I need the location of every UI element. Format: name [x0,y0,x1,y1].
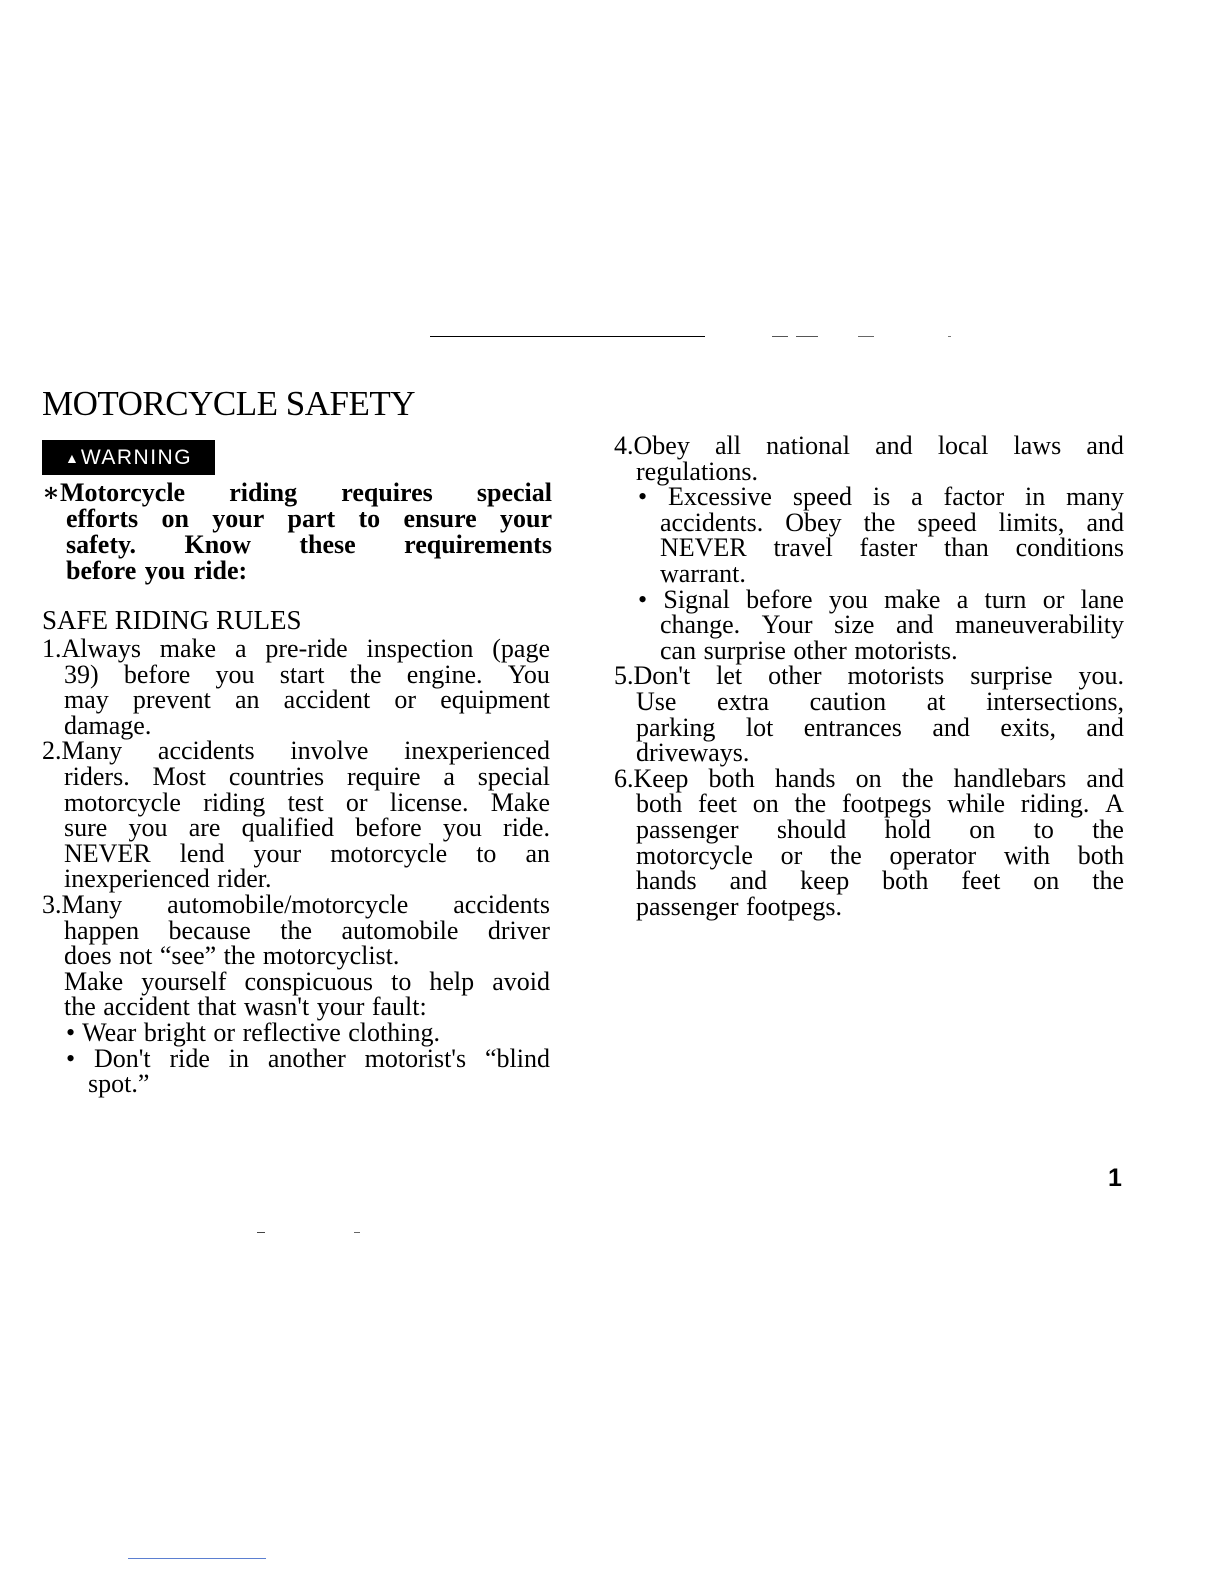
text-line: happen because the automobile driver [64,915,550,945]
header-dash [858,336,874,337]
text-line: accidents. Obey the speed limits, and [660,507,1124,537]
warning-line: ∗Motorcycle riding requires special [42,478,552,507]
text-line: can surprise other motorists. [660,635,958,665]
warning-triangle-icon: ▲ [64,449,79,466]
bullet-item: • Don't ride in another motorist's “blind [66,1043,550,1073]
warning-text [42,480,552,584]
warning-line: efforts on your part to ensure your [66,504,552,533]
warning-label: WARNING [80,445,193,469]
section-heading: SAFE RIDING RULES [42,605,302,635]
text-line: may prevent an accident or equipment [64,685,550,715]
header-rule [430,336,705,337]
text-line: 4.Obey all national and local laws and [614,431,1124,460]
page-number: 1 [1108,1164,1122,1192]
text-line: passenger should hold on to the [636,814,1124,844]
text-line: passenger footpegs. [636,891,843,921]
text-line: both feet on the footpegs while riding. A [636,789,1124,819]
text-line: inexperienced rider. [64,864,272,894]
text-line: does not “see” the motorcyclist. [64,941,400,971]
text-line: spot.” [88,1069,150,1099]
text-line: 39) before you start the engine. You [64,659,550,689]
header-dash [796,336,818,337]
bottom-rule [128,1558,266,1559]
text-line: Make yourself conspicuous to help avoid [64,966,550,996]
text-line: hands and keep both feet on the [636,866,1124,896]
text-line: warrant. [660,558,746,588]
warning-badge [42,440,215,475]
text-line: damage. [64,710,152,740]
text-line: NEVER lend your motorcycle to an [64,838,550,868]
text-line: 6.Keep both hands on the handlebars and [614,763,1124,793]
footer-dash [354,1232,360,1233]
text-line: motorcycle or the operator with both [636,840,1124,870]
bullet-item: • Excessive speed is a factor in many [638,482,1124,512]
text-line: 1.Always make a pre-ride inspection (page [42,634,550,663]
right-column [614,433,1124,919]
bullet-item: • Signal before you make a turn or lane [638,584,1124,614]
header-dash [948,336,951,337]
page-title: MOTORCYCLE SAFETY [42,384,415,423]
header-dash [772,336,788,337]
text-line: 2.Many accidents involve inexperienced [42,736,550,766]
left-column [42,636,550,1097]
footer-dash [257,1232,265,1233]
text-line: riders. Most countries require a special [64,761,550,791]
text-line: regulations. [636,456,759,486]
text-line: sure you are qualified before you ride. [64,813,550,843]
warning-line: before you ride: [66,556,248,585]
text-line: change. Your size and maneuverability [660,610,1124,640]
warning-line: safety. Know these requirements [66,530,552,559]
bullet-item: • Wear bright or reflective clothing. [66,1017,440,1047]
text-line: driveways. [636,738,750,768]
text-line: the accident that wasn't your fault: [64,992,427,1022]
text-line: Use extra caution at intersections, [636,686,1124,716]
text-line: 3.Many automobile/motorcycle accidents [42,889,550,919]
text-line: 5.Don't let other motorists surprise you. [614,661,1124,691]
text-line: NEVER travel faster than conditions [660,533,1124,563]
text-line: motorcycle riding test or license. Make [64,787,550,817]
text-line: parking lot entrances and exits, and [636,712,1124,742]
